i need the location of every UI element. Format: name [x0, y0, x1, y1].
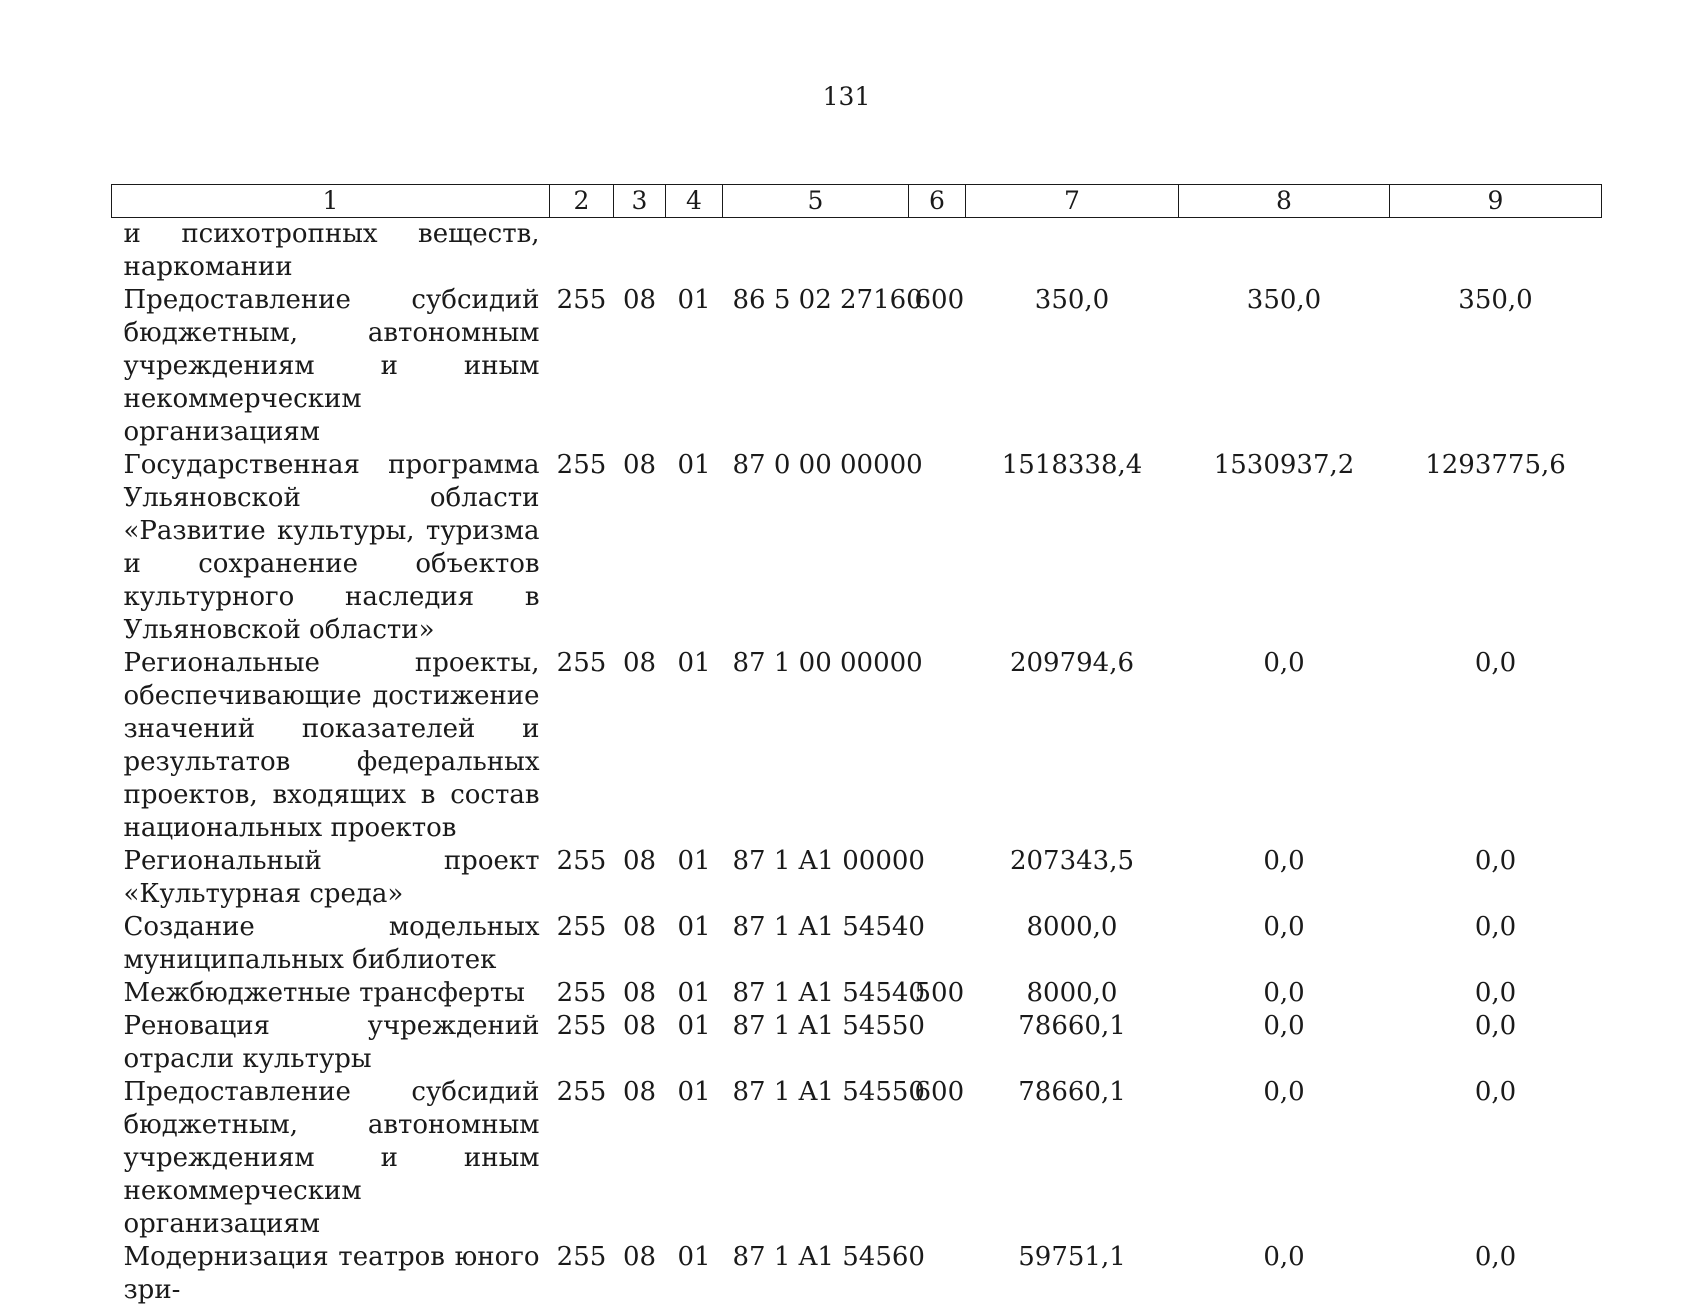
column-header: 8	[1179, 185, 1390, 218]
cell-target-article: 87 1 A1 00000	[732, 846, 925, 876]
cell-amount-7: 59751,1	[1018, 1242, 1126, 1272]
column-header: 5	[723, 185, 909, 218]
cell-amount-9	[1390, 218, 1602, 285]
cell-section	[614, 218, 666, 285]
cell-ministry: 255	[556, 648, 607, 678]
cell-amount-8: 1530937,2	[1213, 450, 1355, 480]
cell-amount-8: 0,0	[1263, 1242, 1305, 1272]
cell-target-article: 87 1 A1 54540	[732, 978, 925, 1008]
table-row	[112, 911, 1602, 977]
cell-subsection: 01	[677, 1011, 711, 1041]
cell-amount-8: 0,0	[1263, 1077, 1305, 1107]
cell-amount-8: 0,0	[1263, 1011, 1305, 1041]
cell-section: 08	[622, 1011, 657, 1041]
table-row	[112, 647, 1602, 845]
column-header: 6	[909, 185, 966, 218]
column-header: 1	[112, 185, 550, 218]
table-row	[112, 1010, 1602, 1076]
table-row	[112, 977, 1602, 1010]
table-row	[112, 218, 1602, 285]
cell-amount-9: 0,0	[1474, 1011, 1517, 1041]
cell-subsection: 01	[677, 450, 711, 480]
cell-amount-8: 0,0	[1263, 846, 1305, 876]
cell-amount-9: 0,0	[1474, 648, 1517, 678]
cell-amount-7: 350,0	[1034, 285, 1110, 315]
cell-amount-9: 0,0	[1474, 846, 1517, 876]
row-name: Предоставление субсидий бюджетным, автономным учреждениям и иным некоммерческим организациям	[123, 1077, 540, 1239]
row-name: Региональный проект «Культурная среда»	[123, 846, 540, 909]
cell-ministry: 255	[556, 978, 607, 1008]
row-name: Реновация учреждений отрасли культуры	[123, 1011, 540, 1074]
cell-ministry: 255	[556, 846, 607, 876]
cell-amount-7: 207343,5	[1009, 846, 1135, 876]
row-name: Модернизация театров юного зри-	[123, 1242, 540, 1305]
cell-expense-type	[909, 218, 966, 285]
cell-ministry: 255	[556, 285, 607, 315]
cell-expense-type: 600	[914, 285, 965, 315]
cell-amount-7: 8000,0	[1026, 912, 1118, 942]
cell-subsection: 01	[677, 1077, 711, 1107]
cell-section: 08	[622, 285, 657, 315]
cell-ministry: 255	[556, 1011, 607, 1041]
column-header: 2	[550, 185, 614, 218]
cell-target-article: 87 1 A1 54550	[732, 1011, 925, 1041]
cell-ministry: 255	[556, 912, 607, 942]
cell-subsection: 01	[677, 978, 711, 1008]
cell-ministry	[550, 218, 614, 285]
cell-section: 08	[622, 1242, 657, 1272]
column-header: 9	[1390, 185, 1602, 218]
table-row	[112, 845, 1602, 911]
cell-ministry: 255	[556, 1077, 607, 1107]
cell-amount-9: 0,0	[1474, 912, 1517, 942]
table-header-row	[112, 185, 1602, 218]
budget-table	[111, 184, 1602, 1307]
row-name: Государственная программа Ульяновской области «Развитие культуры, туризма и сохранение объектов культурного наследия в Ульяновской области»	[123, 450, 540, 645]
cell-section: 08	[622, 648, 657, 678]
cell-target-article: 87 1 A1 54550	[732, 1077, 925, 1107]
cell-amount-9: 350,0	[1458, 285, 1533, 315]
table-row	[112, 1076, 1602, 1241]
cell-section: 08	[622, 846, 657, 876]
column-header: 3	[614, 185, 666, 218]
cell-expense-type: 500	[914, 978, 965, 1008]
cell-ministry: 255	[556, 1242, 607, 1272]
cell-section: 08	[622, 912, 657, 942]
cell-ministry: 255	[556, 450, 607, 480]
cell-amount-9: 0,0	[1474, 1077, 1517, 1107]
cell-section: 08	[622, 1077, 657, 1107]
cell-target-article: 86 5 02 27160	[732, 285, 923, 315]
cell-target-article: 87 0 00 00000	[732, 450, 923, 480]
column-header: 7	[966, 185, 1179, 218]
cell-subsection	[666, 218, 723, 285]
column-header: 4	[666, 185, 723, 218]
row-name: Региональные проекты, обеспечивающие достижение значений показателей и результатов федеральных проектов, входящих в состав национальных проектов	[123, 648, 540, 843]
row-name: Предоставление субсидий бюджетным, автономным учреждениям и иным некоммерческим организациям	[123, 285, 540, 447]
cell-amount-7: 78660,1	[1018, 1077, 1126, 1107]
cell-section: 08	[622, 978, 657, 1008]
cell-subsection: 01	[677, 648, 711, 678]
cell-amount-8: 0,0	[1263, 648, 1305, 678]
cell-target-article	[723, 218, 909, 285]
table-row	[112, 1241, 1602, 1307]
cell-section: 08	[622, 450, 657, 480]
cell-amount-8	[1179, 218, 1390, 285]
cell-amount-9: 0,0	[1474, 1242, 1517, 1272]
cell-amount-9: 1293775,6	[1425, 450, 1566, 480]
cell-subsection: 01	[677, 285, 711, 315]
table-row	[112, 284, 1602, 449]
cell-amount-9: 0,0	[1474, 978, 1517, 1008]
cell-amount-7	[966, 218, 1179, 285]
table-row	[112, 449, 1602, 647]
cell-amount-8: 350,0	[1246, 285, 1322, 315]
cell-amount-7: 8000,0	[1026, 978, 1118, 1008]
cell-amount-8: 0,0	[1263, 978, 1305, 1008]
cell-amount-8: 0,0	[1263, 912, 1305, 942]
cell-amount-7: 1518338,4	[1001, 450, 1143, 480]
cell-expense-type: 600	[914, 1077, 965, 1107]
cell-target-article: 87 1 00 00000	[732, 648, 923, 678]
cell-subsection: 01	[677, 846, 711, 876]
cell-subsection: 01	[677, 1242, 711, 1272]
cell-amount-7: 209794,6	[1009, 648, 1135, 678]
row-name: Межбюджетные трансферты	[123, 978, 525, 1008]
cell-target-article: 87 1 A1 54560	[732, 1242, 925, 1272]
cell-amount-7: 78660,1	[1018, 1011, 1126, 1041]
page-number: 131	[822, 82, 871, 111]
row-name: и психотропных веществ, наркомании	[123, 219, 540, 282]
cell-subsection: 01	[677, 912, 711, 942]
row-name: Создание модельных муниципальных библиотек	[123, 912, 540, 975]
cell-target-article: 87 1 A1 54540	[732, 912, 925, 942]
